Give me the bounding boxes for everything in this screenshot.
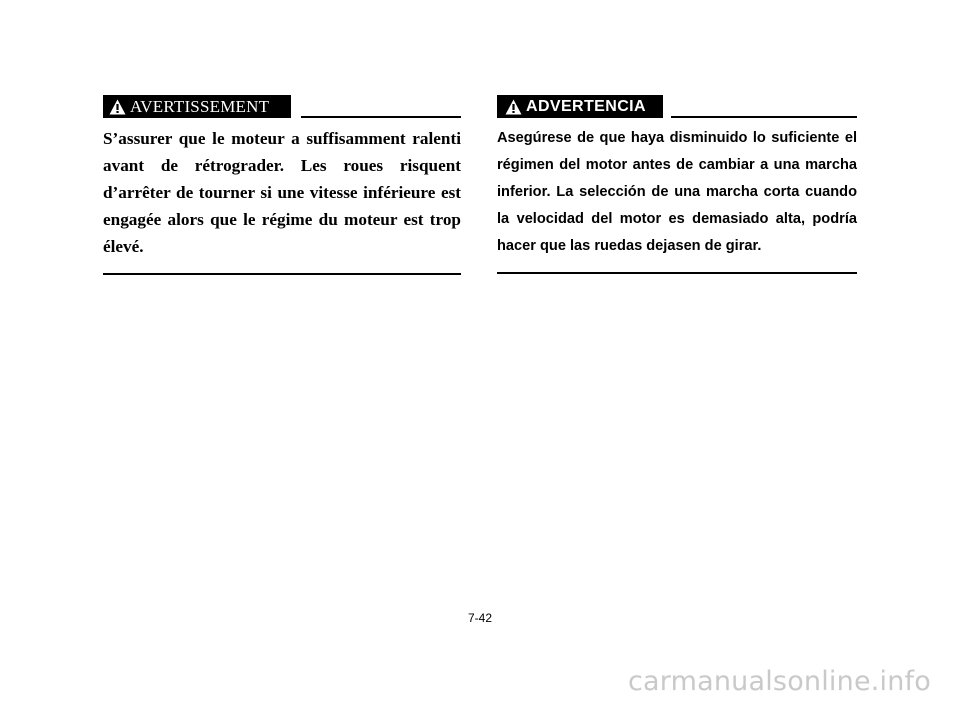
french-header-rule xyxy=(301,116,461,118)
french-bottom-rule xyxy=(103,273,461,275)
spanish-header-rule xyxy=(671,116,857,118)
watermark: carmanualsonline.info xyxy=(628,666,931,697)
french-warning-badge xyxy=(103,95,291,118)
spanish-warning-header xyxy=(497,95,857,123)
french-warning-label: AVERTISSEMENT xyxy=(130,96,270,116)
spanish-warning-section xyxy=(497,95,857,274)
spanish-warning-label: ADVERTENCIA xyxy=(526,97,646,115)
warning-triangle-icon xyxy=(505,99,522,115)
page-number: 7-42 xyxy=(467,611,493,625)
warning-triangle-icon xyxy=(109,99,126,115)
spanish-bottom-rule xyxy=(497,272,857,274)
french-warning-header xyxy=(103,95,461,123)
spanish-warning-badge xyxy=(497,95,663,118)
french-warning-section xyxy=(103,95,461,275)
french-warning-text: S’assurer que le moteur a suffisamment ralenti avant de rétrograder. Les roues risquent d’arrêter de tourner si une vitesse inférieure est engagée alors que le régime du moteur est trop élevé. xyxy=(103,129,461,256)
spanish-warning-text: Asegúrese de que haya disminuido lo suficiente el régimen del motor antes de cambiar a una marcha inferior. La selección de una marcha corta cuando la velocidad del motor es demasiado alta, podría hacer que las ruedas dejasen de girar. xyxy=(497,130,857,255)
